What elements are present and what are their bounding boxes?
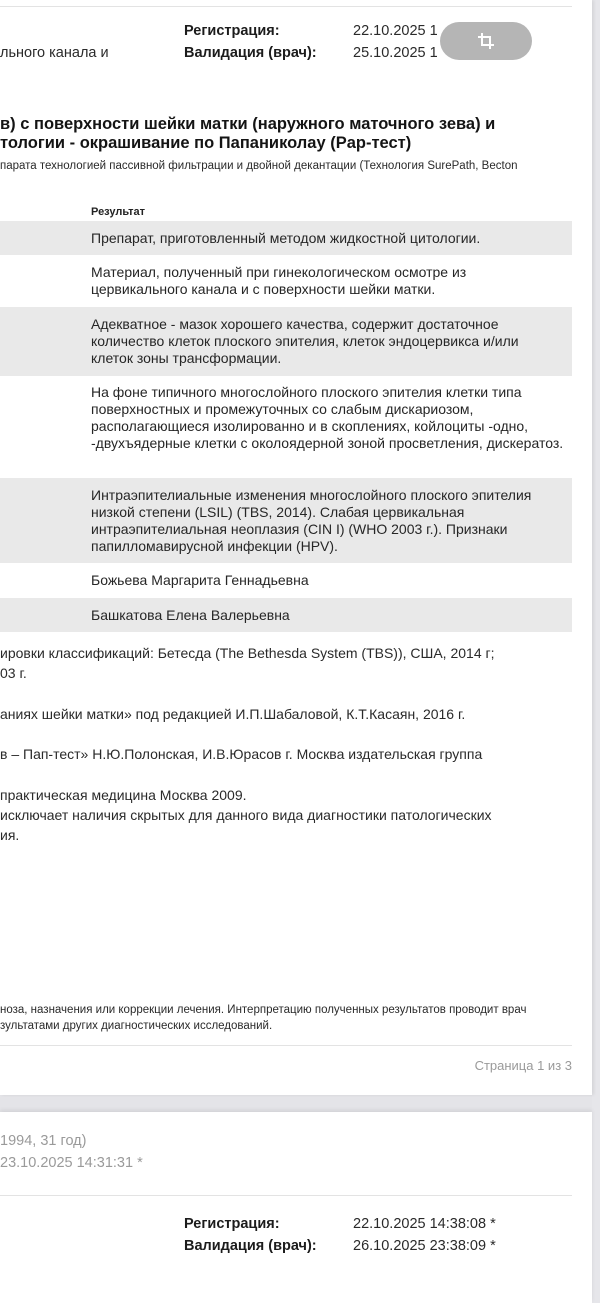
reference-2: в – Пап-тест» Н.Ю.Полонская, И.В.Юрасов г. Москва издательская группа: [0, 746, 483, 762]
crop-button[interactable]: [440, 22, 532, 60]
footer-fine-print-line-2: зультатами других диагностических исследований.: [0, 1020, 273, 1032]
result-cell: Адекватное - мазок хорошего качества, содержит достаточное количество клеток плоского эпителия, клеток эндоцервикса и/или клеток зоны трансформации.: [91, 316, 519, 366]
validation-value: 25.10.2025 1: [353, 45, 438, 61]
table-row: [0, 478, 572, 563]
test-method: парата технологией пассивной фильтрации и двойной декантации (Технология SurePath, Becton: [0, 160, 518, 172]
table-row: [0, 598, 572, 632]
registration-value: 22.10.2025 14:38:08 *: [353, 1216, 496, 1232]
result-cell: Интраэпителиальные изменения многослойного плоского эпителия низкой степени (LSIL) (TBS, 2014). Слабая цервикальная интраэпителиальная неоплазия (CIN I) (WHO 2003 г.). Признаки папилломавирусной инфекции (HPV).: [91, 487, 532, 554]
validation-value: 26.10.2025 23:38:09 *: [353, 1238, 496, 1254]
table-row: [0, 255, 572, 307]
result-cell: Материал, полученный при гинекологическом осмотре из цервикального канала и с поверхности шейки матки.: [91, 264, 467, 297]
result-cell: Башкатова Елена Валерьевна: [91, 607, 290, 623]
classification-note-line-2: 03 г.: [0, 665, 27, 681]
reference-1: аниях шейки матки» под редакцией И.П.Шабаловой, К.Т.Касаян, 2016 г.: [0, 706, 466, 722]
result-column-header: Результат: [91, 206, 146, 218]
table-row: [0, 307, 572, 376]
table-row: [0, 221, 572, 255]
report-page-2: [0, 1112, 592, 1303]
table-row: [0, 563, 572, 598]
top-divider: [0, 6, 572, 7]
patient-info-line: 1994, 31 год): [0, 1133, 87, 1149]
registration-label: Регистрация:: [184, 23, 280, 39]
result-cell: Препарат, приготовленный методом жидкостной цитологии.: [91, 230, 481, 246]
test-title-line-2: тологии - окрашивание по Папаниколау (Pap-тест): [0, 134, 412, 152]
page-indicator: Страница 1 из 3: [474, 1058, 572, 1073]
header-left-fragment: льного канала и: [0, 45, 109, 61]
collection-datetime: 23.10.2025 14:31:31 *: [0, 1155, 143, 1171]
disclaimer-line-1: исключает наличия скрытых для данного вида диагностики патологических: [0, 807, 492, 823]
registration-label: Регистрация:: [184, 1216, 280, 1232]
crop-icon: [476, 31, 496, 51]
reference-3: практическая медицина Москва 2009.: [0, 787, 247, 803]
result-cell: На фоне типичного многослойного плоского эпителия клетки типа поверхностных и промежуточных со слабым дискариозом, располагающиеся изолированно и в скоплениях, койлоциты -одно, -двухъядерные клетки с околоядерной зоной просветления, дискератоз.: [91, 384, 564, 451]
footer-divider: [0, 1045, 572, 1046]
footer-fine-print-line-1: ноза, назначения или коррекции лечения. Интерпретацию полученных результатов проводит врач: [0, 1004, 527, 1016]
classification-note-line-1: ировки классификаций: Бетесда (The Bethesda System (TBS)), США, 2014 г;: [0, 645, 495, 661]
header-divider: [0, 1195, 572, 1196]
table-row: [0, 376, 572, 478]
validation-label: Валидация (врач):: [184, 1238, 317, 1254]
scroll-track[interactable]: [592, 0, 600, 1303]
test-title-line-1: в) с поверхности шейки матки (наружного маточного зева) и: [0, 115, 496, 133]
result-cell: Божьева Маргарита Геннадьевна: [91, 572, 309, 588]
disclaimer-line-2: ия.: [0, 827, 20, 843]
registration-value: 22.10.2025 1: [353, 23, 438, 39]
validation-label: Валидация (врач):: [184, 45, 317, 61]
